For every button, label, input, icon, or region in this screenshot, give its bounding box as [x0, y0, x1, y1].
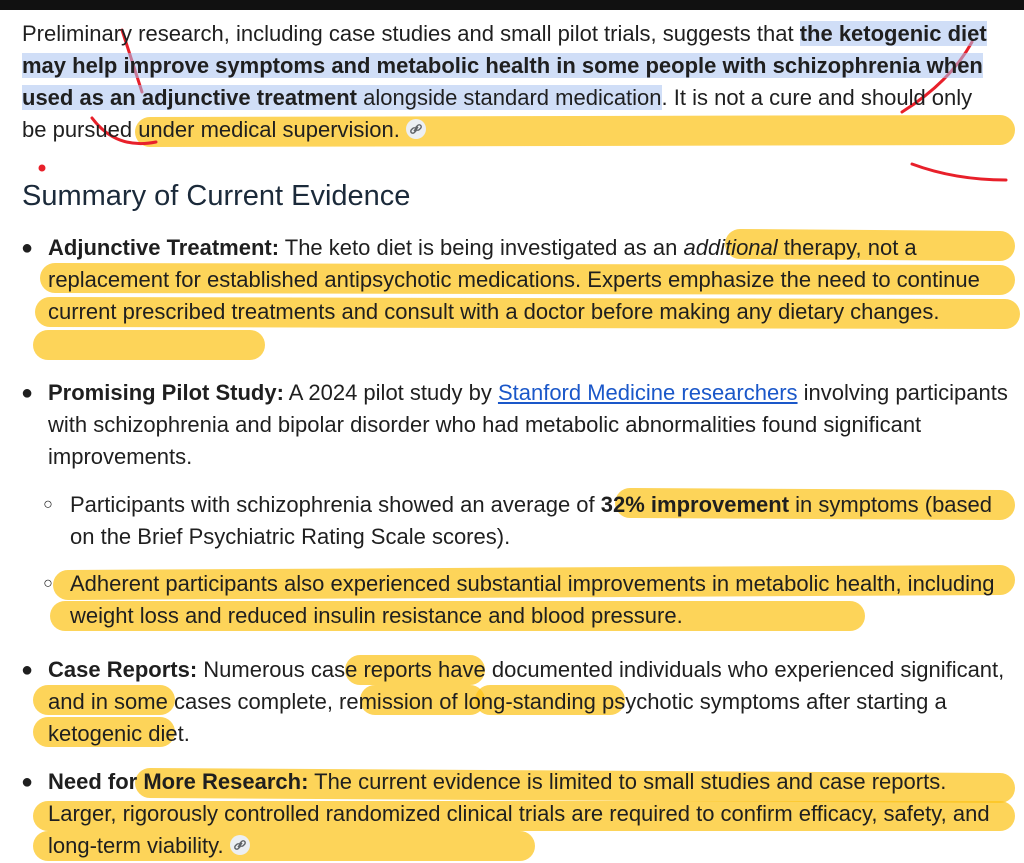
bullet-title: Case Reports: [48, 657, 198, 682]
bullet-text: therapy, not a replacement for established antipsychotic medications. Experts emphasize the need to continue current prescribed treatments and consult with a doctor before making any dietary changes. [48, 235, 980, 324]
selected-text: the ketogenic diet may help improve symptoms and metabolic health in some people with schizophrenia when used as an adjunctive treatment [22, 21, 987, 110]
sub-text: Adherent participants also experienced substantial improvements in metabolic health, including weight loss and reduced insulin resistance and blood pressure. [70, 571, 995, 628]
bullet-dot-icon: ● [20, 771, 34, 793]
bullet-dot-icon: ● [20, 382, 34, 404]
link-chip-icon[interactable] [230, 835, 250, 855]
link-chip-icon[interactable] [406, 119, 426, 139]
bullet-text: The keto diet is being investigated as an [279, 235, 684, 260]
stanford-link[interactable]: Stanford Medicine researchers [497, 380, 798, 405]
sub-text: in symptoms (based on the Brief Psychiatric Rating Scale scores). [70, 492, 993, 549]
bullet-title: Adjunctive Treatment: [48, 235, 280, 260]
selected-text: medication [555, 85, 662, 110]
bullet-text: A 2024 pilot study by [283, 380, 498, 405]
sub-bold: 32% improvement [600, 492, 790, 517]
hollow-circle-icon: ○ [43, 575, 53, 592]
intro-text: alongside standard [357, 85, 556, 110]
bullet-text: Numerous case reports have documented individuals who experienced significant, and in some cases complete, remission of long-standing psychotic symptoms after starting a ketogenic diet. [48, 657, 1005, 746]
intro-text: Preliminary research, including case studies and small pilot trials, suggests that [22, 21, 800, 46]
bullet-text: The current evidence is limited to small studies and case reports. Larger, rigorously controlled randomized clinical trials are required to confirm efficacy, safety, and long-term viability. [48, 769, 990, 858]
intro-text: . It is not a cure and should only be pursued under medical supervision. [22, 85, 973, 142]
bullet-title: Need for More Research: [48, 769, 309, 794]
intro-paragraph [22, 18, 1002, 146]
sub-text: Participants with schizophrenia showed an average of [70, 492, 601, 517]
section-heading: Summary of Current Evidence [22, 180, 411, 212]
hollow-circle-icon: ○ [43, 496, 53, 513]
bullet-title: Promising Pilot Study: [48, 380, 284, 405]
bullet-italic: additional [683, 235, 778, 260]
bullet-dot-icon: ● [20, 237, 34, 259]
bullet-dot-icon: ● [20, 659, 34, 681]
bullet-text: involving participants with schizophrenia and bipolar disorder who had metabolic abnormalities found significant improvements. [48, 380, 1008, 469]
